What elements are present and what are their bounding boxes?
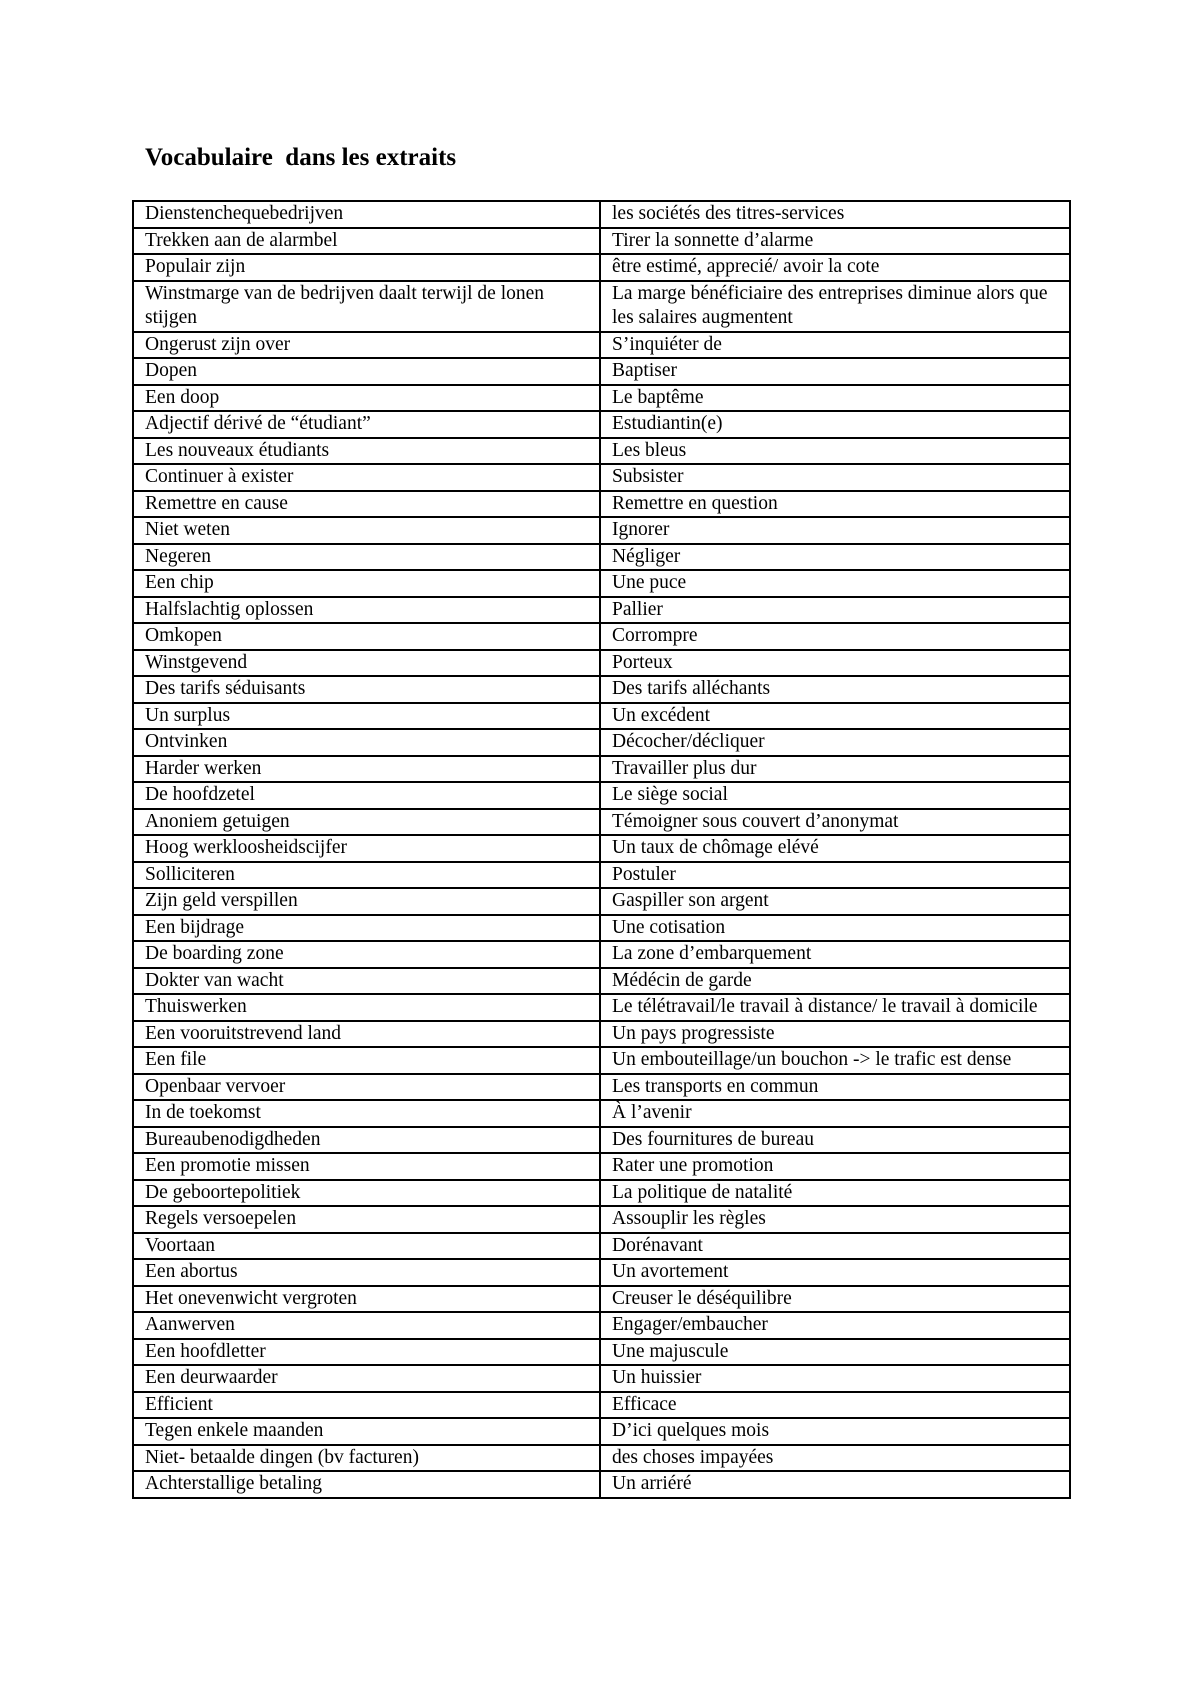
- french-term-cell: Rater une promotion: [600, 1153, 1070, 1180]
- dutch-term-cell: Een promotie missen: [133, 1153, 600, 1180]
- french-term-cell: des choses impayées: [600, 1445, 1070, 1472]
- table-row: [133, 491, 1070, 518]
- dutch-term-cell: Niet- betaalde dingen (bv facturen): [133, 1445, 600, 1472]
- dutch-term-cell: Les nouveaux étudiants: [133, 438, 600, 465]
- french-term-cell: Le télétravail/le travail à distance/ le travail à domicile: [600, 994, 1070, 1021]
- french-term-cell: La marge bénéficiaire des entreprises diminue alors que les salaires augmentent: [600, 281, 1070, 332]
- dutch-term-cell: Anoniem getuigen: [133, 809, 600, 836]
- dutch-term-cell: Bureaubenodigdheden: [133, 1127, 600, 1154]
- dutch-term-cell: Een deurwaarder: [133, 1365, 600, 1392]
- french-term-cell: Baptiser: [600, 358, 1070, 385]
- dutch-term-cell: Harder werken: [133, 756, 600, 783]
- table-row: [133, 1180, 1070, 1207]
- dutch-term-cell: Een chip: [133, 570, 600, 597]
- table-row: [133, 517, 1070, 544]
- french-term-cell: Un huissier: [600, 1365, 1070, 1392]
- french-term-cell: Porteux: [600, 650, 1070, 677]
- dutch-term-cell: Voortaan: [133, 1233, 600, 1260]
- french-term-cell: Travailler plus dur: [600, 756, 1070, 783]
- table-row: [133, 888, 1070, 915]
- table-row: [133, 411, 1070, 438]
- french-term-cell: La zone d’embarquement: [600, 941, 1070, 968]
- dutch-term-cell: Een bijdrage: [133, 915, 600, 942]
- french-term-cell: Décocher/décliquer: [600, 729, 1070, 756]
- table-row: [133, 385, 1070, 412]
- dutch-term-cell: Trekken aan de alarmbel: [133, 228, 600, 255]
- french-term-cell: Une cotisation: [600, 915, 1070, 942]
- dutch-term-cell: De boarding zone: [133, 941, 600, 968]
- dutch-term-cell: Niet weten: [133, 517, 600, 544]
- dutch-term-cell: Un surplus: [133, 703, 600, 730]
- dutch-term-cell: Dokter van wacht: [133, 968, 600, 995]
- dutch-term-cell: Winstmarge van de bedrijven daalt terwijl de lonen stijgen: [133, 281, 600, 332]
- table-row: [133, 623, 1070, 650]
- french-term-cell: Un excédent: [600, 703, 1070, 730]
- table-row: [133, 703, 1070, 730]
- french-term-cell: Creuser le déséquilibre: [600, 1286, 1070, 1313]
- french-term-cell: Une majuscule: [600, 1339, 1070, 1366]
- table-row: [133, 1021, 1070, 1048]
- table-row: [133, 254, 1070, 281]
- dutch-term-cell: Negeren: [133, 544, 600, 571]
- french-term-cell: Ignorer: [600, 517, 1070, 544]
- dutch-term-cell: Een hoofdletter: [133, 1339, 600, 1366]
- table-row: [133, 464, 1070, 491]
- french-term-cell: D’ici quelques mois: [600, 1418, 1070, 1445]
- dutch-term-cell: In de toekomst: [133, 1100, 600, 1127]
- french-term-cell: Engager/embaucher: [600, 1312, 1070, 1339]
- french-term-cell: Les bleus: [600, 438, 1070, 465]
- french-term-cell: Postuler: [600, 862, 1070, 889]
- dutch-term-cell: Het onevenwicht vergroten: [133, 1286, 600, 1313]
- dutch-term-cell: Remettre en cause: [133, 491, 600, 518]
- dutch-term-cell: Thuiswerken: [133, 994, 600, 1021]
- dutch-term-cell: Dopen: [133, 358, 600, 385]
- table-row: [133, 1259, 1070, 1286]
- vocabulary-table-body: [133, 201, 1070, 1498]
- dutch-term-cell: Ontvinken: [133, 729, 600, 756]
- french-term-cell: Le baptême: [600, 385, 1070, 412]
- table-row: [133, 544, 1070, 571]
- table-row: [133, 650, 1070, 677]
- dutch-term-cell: Regels versoepelen: [133, 1206, 600, 1233]
- french-term-cell: Subsister: [600, 464, 1070, 491]
- french-term-cell: Médécin de garde: [600, 968, 1070, 995]
- dutch-term-cell: Efficient: [133, 1392, 600, 1419]
- french-term-cell: Un arriéré: [600, 1471, 1070, 1498]
- table-row: [133, 228, 1070, 255]
- french-term-cell: Estudiantin(e): [600, 411, 1070, 438]
- french-term-cell: Des tarifs alléchants: [600, 676, 1070, 703]
- table-row: [133, 1153, 1070, 1180]
- dutch-term-cell: De hoofdzetel: [133, 782, 600, 809]
- french-term-cell: Tirer la sonnette d’alarme: [600, 228, 1070, 255]
- dutch-term-cell: Solliciteren: [133, 862, 600, 889]
- table-row: [133, 915, 1070, 942]
- french-term-cell: les sociétés des titres-services: [600, 201, 1070, 228]
- table-row: [133, 1127, 1070, 1154]
- dutch-term-cell: Continuer à exister: [133, 464, 600, 491]
- french-term-cell: Le siège social: [600, 782, 1070, 809]
- table-row: [133, 1365, 1070, 1392]
- french-term-cell: La politique de natalité: [600, 1180, 1070, 1207]
- french-term-cell: Assouplir les règles: [600, 1206, 1070, 1233]
- french-term-cell: Les transports en commun: [600, 1074, 1070, 1101]
- dutch-term-cell: Adjectif dérivé de “étudiant”: [133, 411, 600, 438]
- vocabulary-table: [132, 200, 1071, 1499]
- table-row: [133, 1286, 1070, 1313]
- table-row: [133, 332, 1070, 359]
- table-row: [133, 809, 1070, 836]
- dutch-term-cell: Achterstallige betaling: [133, 1471, 600, 1498]
- table-row: [133, 438, 1070, 465]
- table-row: [133, 835, 1070, 862]
- table-row: [133, 1206, 1070, 1233]
- table-row: [133, 597, 1070, 624]
- table-row: [133, 676, 1070, 703]
- french-term-cell: Un taux de chômage elévé: [600, 835, 1070, 862]
- dutch-term-cell: Aanwerven: [133, 1312, 600, 1339]
- french-term-cell: Efficace: [600, 1392, 1070, 1419]
- dutch-term-cell: Een abortus: [133, 1259, 600, 1286]
- french-term-cell: Remettre en question: [600, 491, 1070, 518]
- dutch-term-cell: Omkopen: [133, 623, 600, 650]
- dutch-term-cell: Halfslachtig oplossen: [133, 597, 600, 624]
- french-term-cell: Pallier: [600, 597, 1070, 624]
- french-term-cell: Dorénavant: [600, 1233, 1070, 1260]
- french-term-cell: Négliger: [600, 544, 1070, 571]
- dutch-term-cell: Zijn geld verspillen: [133, 888, 600, 915]
- french-term-cell: Une puce: [600, 570, 1070, 597]
- table-row: [133, 1100, 1070, 1127]
- french-term-cell: Des fournitures de bureau: [600, 1127, 1070, 1154]
- table-row: [133, 281, 1070, 332]
- table-row: [133, 1418, 1070, 1445]
- table-row: [133, 1392, 1070, 1419]
- dutch-term-cell: Tegen enkele maanden: [133, 1418, 600, 1445]
- french-term-cell: Gaspiller son argent: [600, 888, 1070, 915]
- dutch-term-cell: Populair zijn: [133, 254, 600, 281]
- page-title: Vocabulaire dans les extraits: [145, 144, 457, 171]
- table-row: [133, 358, 1070, 385]
- dutch-term-cell: Dienstenchequebedrijven: [133, 201, 600, 228]
- french-term-cell: Corrompre: [600, 623, 1070, 650]
- dutch-term-cell: Winstgevend: [133, 650, 600, 677]
- table-row: [133, 1471, 1070, 1498]
- french-term-cell: Un pays progressiste: [600, 1021, 1070, 1048]
- table-row: [133, 1339, 1070, 1366]
- dutch-term-cell: De geboortepolitiek: [133, 1180, 600, 1207]
- table-row: [133, 1047, 1070, 1074]
- dutch-term-cell: Een doop: [133, 385, 600, 412]
- table-row: [133, 570, 1070, 597]
- table-row: [133, 1233, 1070, 1260]
- table-row: [133, 1074, 1070, 1101]
- french-term-cell: À l’avenir: [600, 1100, 1070, 1127]
- french-term-cell: S’inquiéter de: [600, 332, 1070, 359]
- french-term-cell: être estimé, apprecié/ avoir la cote: [600, 254, 1070, 281]
- dutch-term-cell: Hoog werkloosheidscijfer: [133, 835, 600, 862]
- table-row: [133, 1312, 1070, 1339]
- dutch-term-cell: Een file: [133, 1047, 600, 1074]
- french-term-cell: Un avortement: [600, 1259, 1070, 1286]
- table-row: [133, 994, 1070, 1021]
- dutch-term-cell: Openbaar vervoer: [133, 1074, 600, 1101]
- dutch-term-cell: Ongerust zijn over: [133, 332, 600, 359]
- table-row: [133, 782, 1070, 809]
- table-row: [133, 862, 1070, 889]
- dutch-term-cell: Des tarifs séduisants: [133, 676, 600, 703]
- table-row: [133, 941, 1070, 968]
- table-row: [133, 968, 1070, 995]
- table-row: [133, 756, 1070, 783]
- dutch-term-cell: Een vooruitstrevend land: [133, 1021, 600, 1048]
- table-row: [133, 729, 1070, 756]
- french-term-cell: Témoigner sous couvert d’anonymat: [600, 809, 1070, 836]
- french-term-cell: Un embouteillage/un bouchon -> le trafic est dense: [600, 1047, 1070, 1074]
- table-row: [133, 1445, 1070, 1472]
- table-row: [133, 201, 1070, 228]
